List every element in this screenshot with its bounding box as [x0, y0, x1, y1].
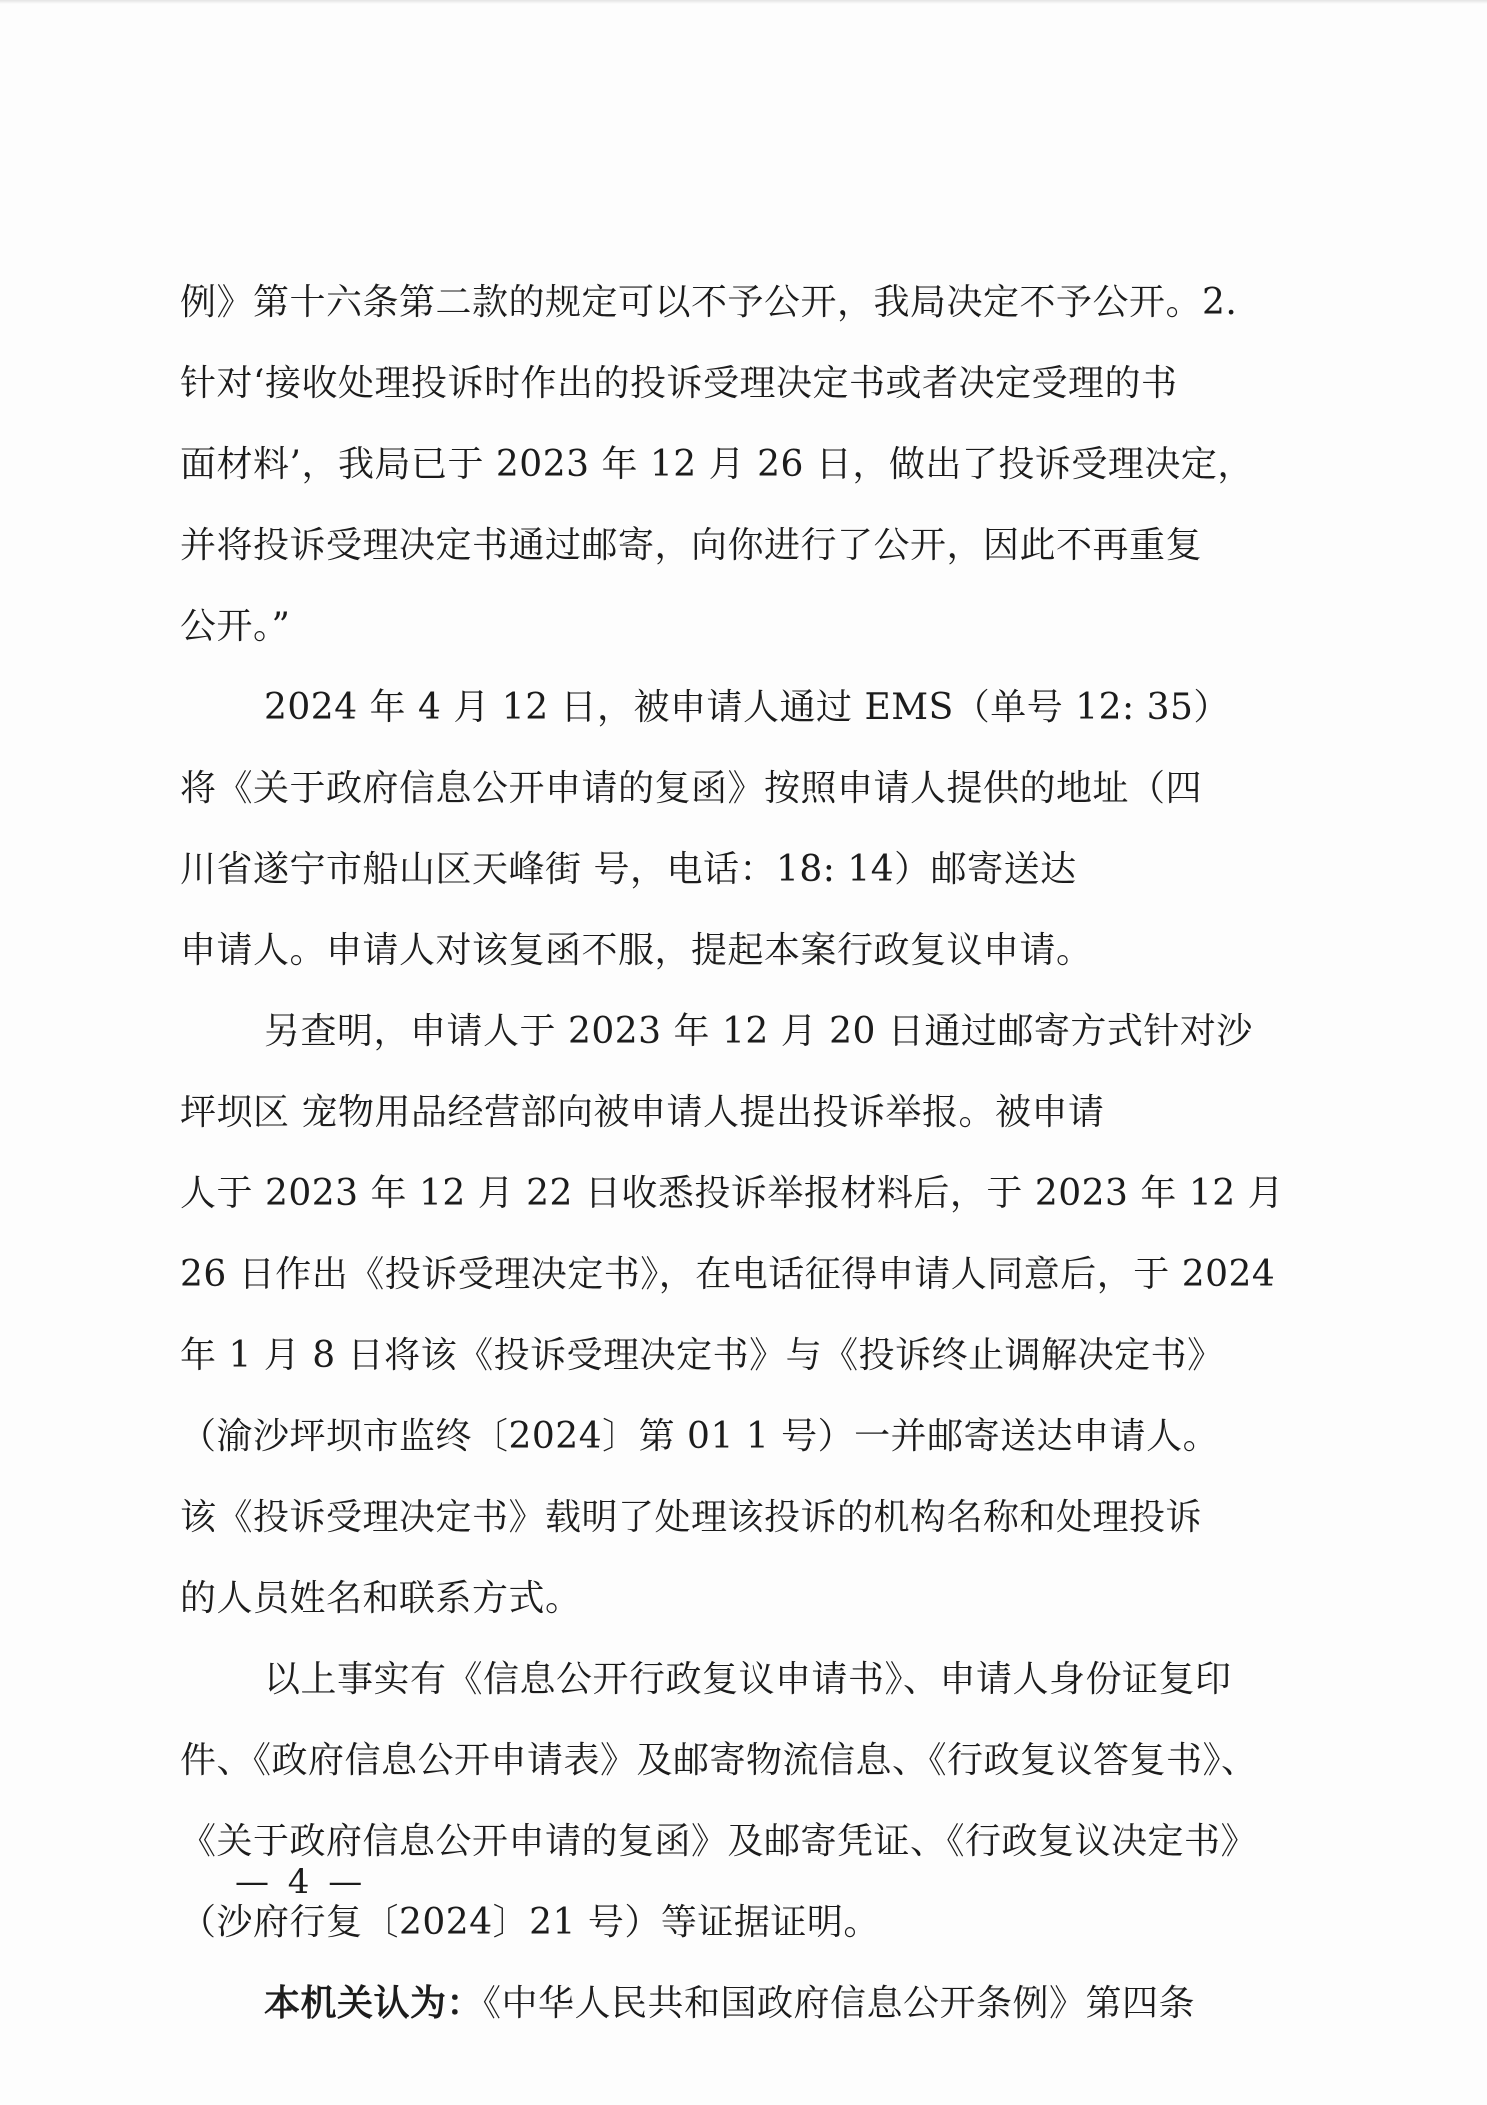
conclusion-text: 《中华人民共和国政府信息公开条例》第四条: [483, 1983, 1196, 2024]
text-line: 该《投诉受理决定书》载明了处理该投诉的机构名称和处理投诉: [180, 1497, 1203, 1538]
text-line: 人于 2023 年 12 月 22 日收悉投诉举报材料后，于 2023 年 12 月: [180, 1173, 1285, 1214]
text-line: （渝沙坪坝市监终〔2024〕第 01 1 号）一并邮寄送达申请人。: [180, 1416, 1220, 1457]
text-line: 年 1 月 8 日将该《投诉受理决定书》与《投诉终止调解决定书》: [180, 1335, 1224, 1376]
conclusion-lead: 本机关认为：: [264, 1982, 484, 2024]
document-body: [180, 262, 1300, 2044]
text-line: 2024 年 4 月 12 日，被申请人通过 EMS（单号 12: 35）: [264, 687, 1230, 728]
paragraph-evidence: [180, 1639, 1300, 1963]
text-line: 申请人。申请人对该复函不服，提起本案行政复议申请。: [180, 930, 1093, 971]
text-line: 26 日作出《投诉受理决定书》，在电话征得申请人同意后，于 2024: [180, 1254, 1276, 1295]
text-line: [180, 1963, 1300, 2044]
text-line: 件、《政府信息公开申请表》及邮寄物流信息、《行政复议答复书》、: [180, 1740, 1258, 1781]
text-line: 例》第十六条第二款的规定可以不予公开，我局决定不予公开。2.: [180, 282, 1238, 323]
page-number: — 4 —: [235, 1862, 367, 1902]
scan-edge: [0, 0, 1487, 4]
text-line: 并将投诉受理决定书通过邮寄，向你进行了公开，因此不再重复: [180, 525, 1203, 566]
text-line: 以上事实有《信息公开行政复议申请书》、申请人身份证复印: [264, 1659, 1232, 1700]
paragraph-mailing-record: [180, 667, 1300, 991]
text-line: 将《关于政府信息公开申请的复函》按照申请人提供的地址（四: [180, 768, 1203, 809]
text-line: 另查明，申请人于 2023 年 12 月 20 日通过邮寄方式针对沙: [264, 1011, 1253, 1052]
text-line: 针对‘接收处理投诉时作出的投诉受理决定书或者决定受理的书: [180, 363, 1178, 404]
text-line: 面材料’，我局已于 2023 年 12 月 26 日，做出了投诉受理决定，: [180, 444, 1254, 485]
paragraph-conclusion: [180, 1963, 1300, 2044]
text-line: 川省遂宁市船山区天峰街 号，电话：18: 14）邮寄送达: [180, 849, 1077, 890]
text-line: （沙府行复〔2024〕21 号）等证据证明。: [180, 1902, 880, 1943]
text-line: 《关于政府信息公开申请的复函》及邮寄凭证、《行政复议决定书》: [180, 1821, 1258, 1862]
text-line: 的人员姓名和联系方式。: [180, 1578, 582, 1619]
text-line: 公开。”: [180, 606, 291, 647]
paragraph-further-findings: [180, 991, 1300, 1639]
text-line: 坪坝区 宠物用品经营部向被申请人提出投诉举报。被申请: [180, 1092, 1105, 1133]
paragraph-continued-reply: [180, 262, 1300, 667]
